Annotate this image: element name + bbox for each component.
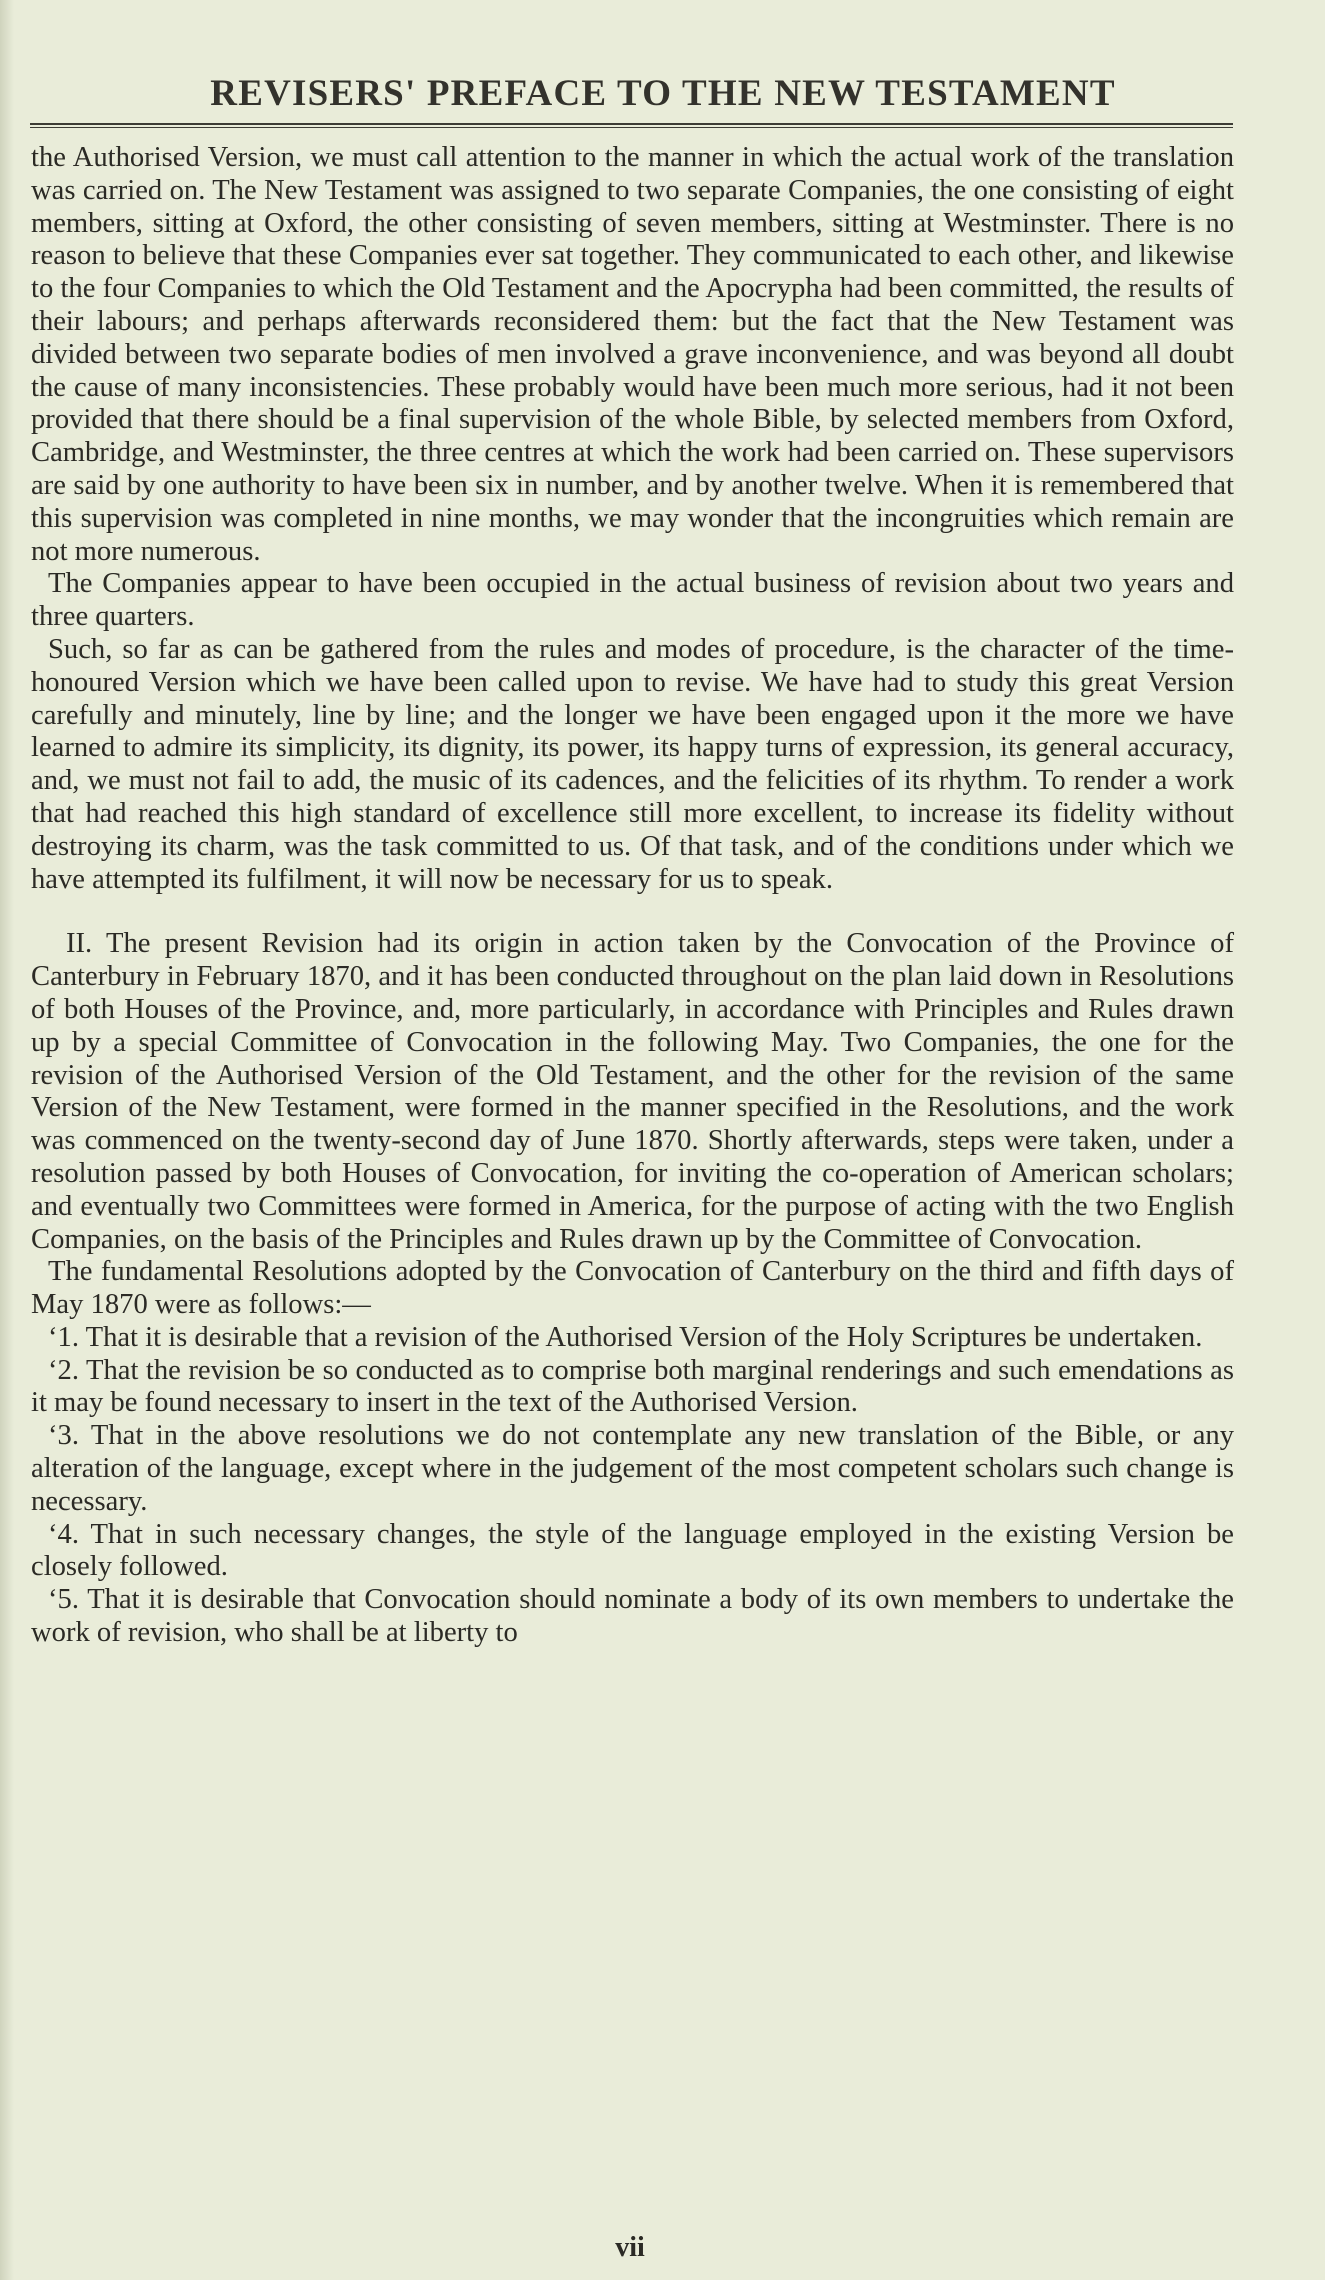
header-rule-thick — [30, 123, 1233, 125]
running-header: REVISERS' PREFACE TO THE NEW TESTAMENT — [210, 73, 1116, 114]
paragraph: the Authorised Version, we must call attention to the manner in which the actual work of the translation was carried on. The New Testament was assigned to two separate Companies, the one consisting of eight members, sitting at Oxford, the other consisting of seven members, sitting at Westminster. There is no reason to believe that these Companies ever sat together. They communicated to each other, and likewise to the four Companies to which the Old Testament and the Apocrypha had been committed, the results of their labours; and perhaps afterwards reconsidered them: but the fact that the New Testament was divided between two separate bodies of men involved a grave inconvenience, and was beyond all doubt the cause of many inconsistencies. These probably would have been much more serious, had it not been provided that there should be a final supervision of the whole Bible, by selected members from Oxford, Cambridge, and Westminster, the three centres at which the work had been carried on. These supervisors are said by one authority to have been six in number, and by another twelve. When it is remembered that this supervision was completed in nine months, we may wonder that the incongruities which remain are not more numerous. — [31, 142, 1234, 567]
resolution-item: ‘3. That in the above resolutions we do not contemplate any new translation of the Bible, or any alteration of the language, except where in the judgement of the most competent scholars such change is necessary. — [31, 1420, 1234, 1517]
paragraph: Such, so far as can be gathered from the rules and modes of procedure, is the character of the time-honoured Version which we have been called upon to revise. We have had to study this great Version carefully and minutely, line by line; and the longer we have been engaged upon it the more we have learned to admire its simplicity, its dignity, its power, its happy turns of expression, its general accuracy, and, we must not fail to add, the music of its cadences, and the felicities of its rhythm. To render a work that had reached this high standard of excellence still more excellent, to increase its fidelity without destroying its charm, was the task committed to us. Of that task, and of the conditions under which we have attempted its fulfilment, it will now be necessary for us to speak. — [31, 633, 1234, 895]
page-edge — [0, 0, 14, 2280]
resolution-item: ‘1. That it is desirable that a revision of the Authorised Version of the Holy Scriptures be undertaken. — [48, 1321, 1203, 1353]
paragraph: The fundamental Resolutions adopted by the Convocation of Canterbury on the third and fifth days of May 1870 were as follows:— — [31, 1256, 1234, 1321]
header-rule — [30, 123, 1233, 129]
header-rule-thin — [30, 127, 1233, 128]
section-paragraph: II. The present Revision had its origin in action taken by the Convocation of the Province of Canterbury in February 1870, and it has been conducted throughout on the plan laid down in Resolutions of both Houses of the Province, and, more particularly, in accordance with Principles and Rules drawn up by a special Committee of Convocation in the following May. Two Companies, the one for the revision of the Authorised Version of the Old Testament, and the other for the revision of the same Version of the New Testament, were formed in the manner specified in the Resolutions, and the work was commenced on the twenty-second day of June 1870. Shortly afterwards, steps were taken, under a resolution passed by both Houses of Convocation, for inviting the co-operation of American scholars; and eventually two Committees were formed in America, for the purpose of acting with the two English Companies, on the basis of the Principles and Rules drawn up by the Committee of Convocation. — [31, 928, 1234, 1255]
resolution-item: ‘2. That the revision be so conducted as to comprise both marginal renderings and such emendations as it may be found necessary to insert in the text of the Authorised Version. — [31, 1354, 1234, 1419]
resolution-item: ‘5. That it is desirable that Convocation should nominate a body of its own members to undertake the work of revision, who shall be at liberty to — [31, 1584, 1234, 1649]
resolution-item: ‘4. That in such necessary changes, the style of the language employed in the existing Version be closely followed. — [31, 1518, 1234, 1583]
paragraph: The Companies appear to have been occupied in the actual business of revision about two years and three quarters. — [31, 568, 1234, 633]
body-text — [31, 142, 1234, 1650]
page-number: vii — [615, 2232, 645, 2263]
